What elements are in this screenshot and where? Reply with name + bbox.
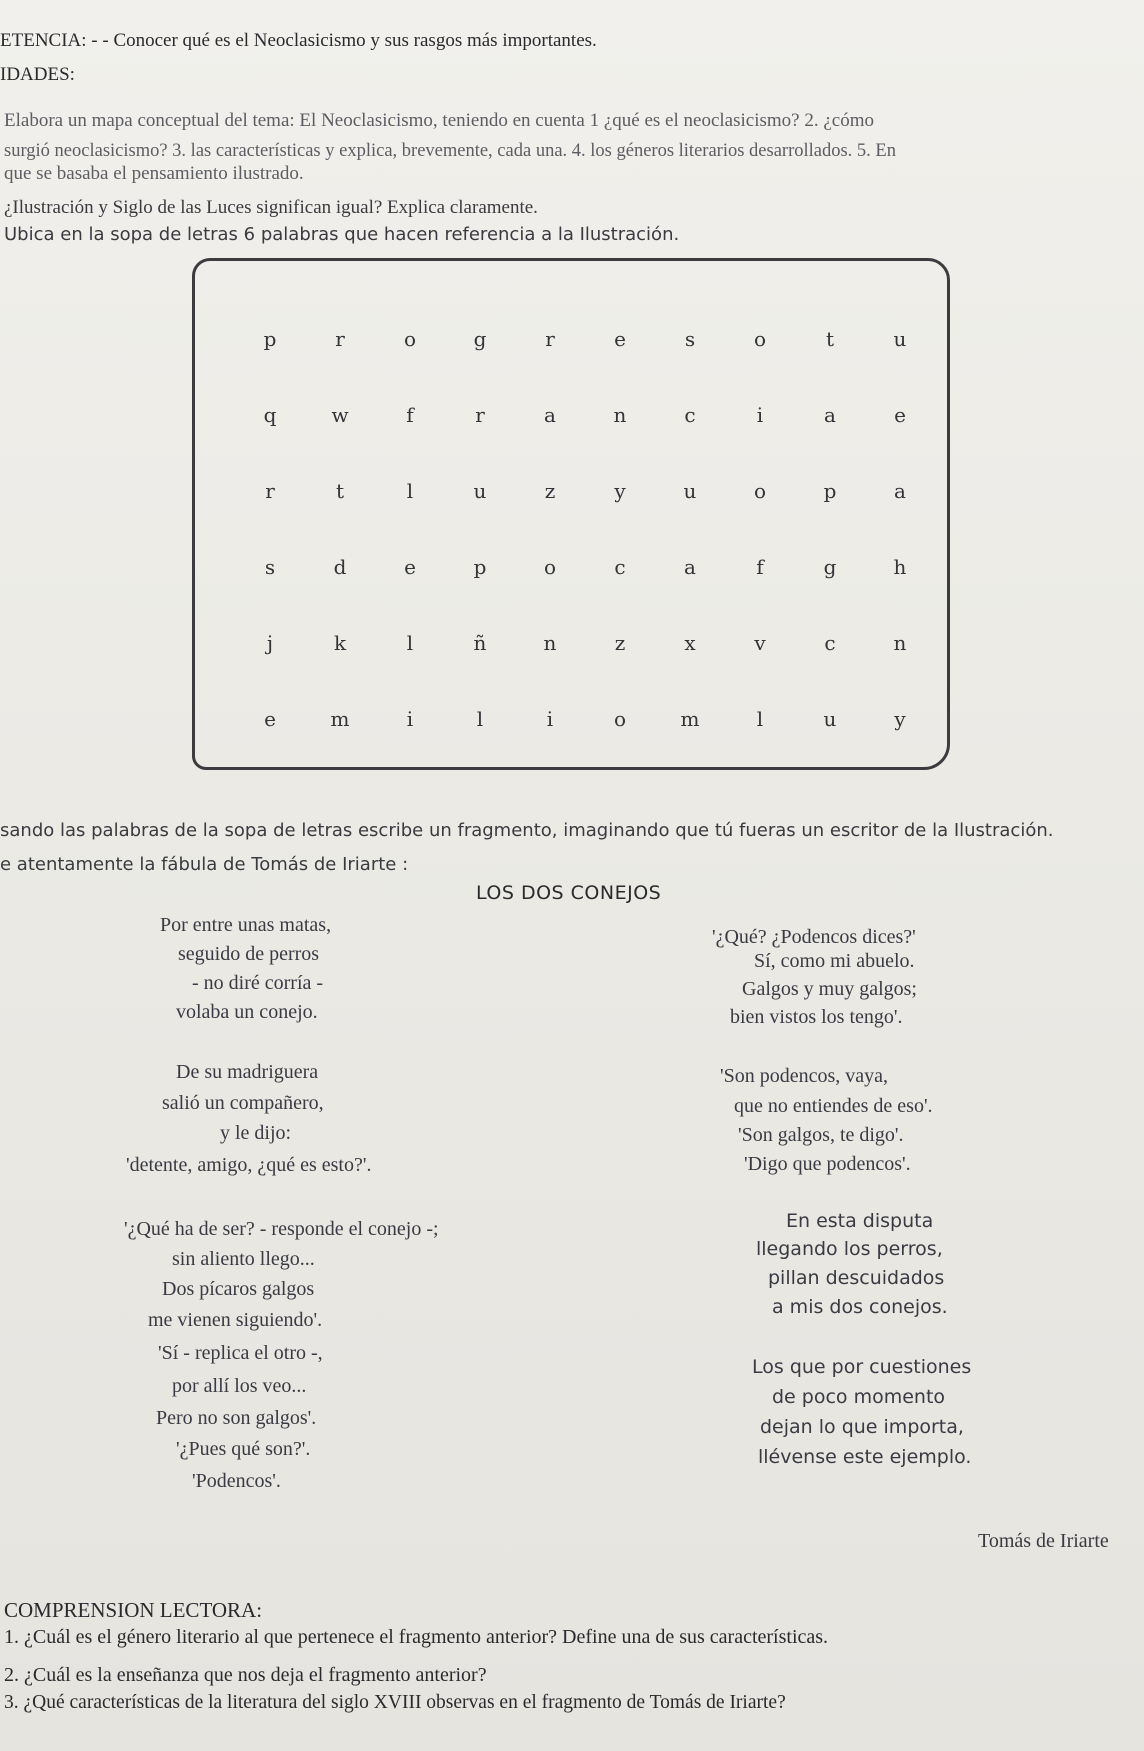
- word-search-letter: k: [333, 631, 347, 655]
- word-search-letter: l: [476, 707, 484, 731]
- word-search-letter: p: [473, 555, 487, 579]
- word-search-letter: f: [406, 403, 414, 427]
- word-search-letter: z: [544, 479, 556, 503]
- word-search-letter: m: [680, 707, 700, 731]
- poem-line: pillan descuidados: [768, 1267, 945, 1289]
- question-1: 1. ¿Cuál es el género literario al que pertenece el fragmento anterior? Define una de sus características.: [4, 1626, 829, 1648]
- poem-line: 'Sí - replica el otro -,: [158, 1342, 323, 1364]
- poem-line: salió un compañero,: [162, 1092, 324, 1114]
- poem-line: 'Son podencos, vaya,: [720, 1065, 889, 1087]
- word-search-letter: u: [473, 479, 487, 503]
- word-search-letter: q: [263, 403, 277, 427]
- word-search-letter: s: [684, 327, 696, 351]
- poem-line: Los que por cuestiones: [752, 1356, 972, 1378]
- word-search-letter: g: [823, 555, 837, 579]
- word-search-letter: o: [753, 479, 767, 503]
- word-search-letter: w: [331, 403, 349, 427]
- poem-line: 'detente, amigo, ¿qué es esto?'.: [126, 1154, 372, 1176]
- poem-line: 'Digo que podencos'.: [744, 1153, 911, 1175]
- word-search-letter: l: [756, 707, 764, 731]
- word-search-letter: n: [543, 631, 557, 655]
- word-search-letter: o: [403, 327, 417, 351]
- poem-line: Galgos y muy galgos;: [742, 978, 917, 1000]
- competencia-line: ETENCIA: - - Conocer qué es el Neoclasicismo y sus rasgos más importantes.: [0, 30, 597, 51]
- poem-line: Por entre unas matas,: [160, 914, 332, 936]
- word-search-letter: i: [756, 403, 764, 427]
- word-search-letter: c: [684, 403, 696, 427]
- word-search-letter: i: [546, 707, 554, 731]
- poem-line: a mis dos conejos.: [772, 1296, 948, 1318]
- word-search-letter: i: [406, 707, 414, 731]
- word-search-letter: a: [544, 403, 556, 427]
- actividades-heading: IDADES:: [0, 64, 75, 85]
- poem-line: En esta disputa: [786, 1210, 934, 1232]
- word-search-letter: o: [613, 707, 627, 731]
- word-search-letter: r: [335, 327, 345, 351]
- word-search-letter: u: [893, 327, 907, 351]
- word-search-letter: t: [825, 327, 835, 351]
- fable-title: LOS DOS CONEJOS: [476, 882, 662, 904]
- poem-line: me vienen siguiendo'.: [148, 1309, 323, 1331]
- word-search-letter: v: [754, 631, 766, 655]
- poem-line: de poco momento: [772, 1386, 946, 1408]
- poem-line: '¿Pues qué son?'.: [176, 1438, 311, 1460]
- poem-line: '¿Qué ha de ser? - responde el conejo -;: [124, 1218, 439, 1240]
- poem-line: seguido de perros: [178, 943, 320, 965]
- word-search-letter: e: [264, 707, 276, 731]
- word-search-letter: u: [683, 479, 697, 503]
- word-search-letter: a: [824, 403, 836, 427]
- word-search-letter: e: [614, 327, 626, 351]
- word-search-letter: x: [684, 631, 696, 655]
- word-search-letter: m: [330, 707, 350, 731]
- word-search-letter: y: [894, 707, 906, 731]
- poem-line: llévense este ejemplo.: [758, 1446, 972, 1468]
- word-search-letter: r: [545, 327, 555, 351]
- word-search-letter: r: [475, 403, 485, 427]
- poem-line: por allí los veo...: [172, 1375, 307, 1397]
- poem-line: 'Podencos'.: [192, 1470, 281, 1492]
- word-search-letter: y: [614, 479, 626, 503]
- poem-line: De su madriguera: [176, 1061, 319, 1083]
- word-search-letter: h: [893, 555, 907, 579]
- word-search-letter: a: [684, 555, 696, 579]
- poem-line: llegando los perros,: [756, 1238, 943, 1260]
- word-search-letter: e: [894, 403, 906, 427]
- comprension-heading: COMPRENSION LECTORA:: [4, 1598, 263, 1622]
- word-search-letter: l: [406, 479, 414, 503]
- word-search-letter: c: [824, 631, 836, 655]
- word-search-letter: f: [756, 555, 764, 579]
- word-search-letter: s: [264, 555, 276, 579]
- poem-line: dejan lo que importa,: [760, 1416, 964, 1438]
- poem-line: 'Son galgos, te digo'.: [738, 1124, 904, 1146]
- word-search-letter: n: [893, 631, 907, 655]
- activity-1-line-1: Elabora un mapa conceptual del tema: El Neoclasicismo, teniendo en cuenta 1 ¿qué es el neoclasicismo? 2. ¿cómo: [4, 110, 874, 131]
- word-search-letter: n: [613, 403, 627, 427]
- poem-line: y le dijo:: [220, 1122, 292, 1144]
- poem-line: Pero no son galgos'.: [156, 1407, 317, 1429]
- activity-2: ¿Ilustración y Siglo de las Luces significan igual? Explica claramente.: [4, 197, 538, 218]
- word-search-box: [192, 258, 950, 770]
- activity-5: e atentamente la fábula de Tomás de Iriarte :: [0, 854, 409, 875]
- fable-author: Tomás de Iriarte: [978, 1530, 1109, 1552]
- poem-line: sin aliento llego...: [172, 1248, 315, 1270]
- word-search-letter: j: [266, 631, 274, 655]
- word-search-grid: [235, 301, 935, 757]
- word-search-letter: e: [404, 555, 416, 579]
- activity-1-line-2: surgió neoclasicismo? 3. las características y explica, brevemente, cada una. 4. los géneros literarios desarrollados. 5. En: [4, 141, 896, 161]
- word-search-letter: g: [473, 327, 487, 351]
- poem-line: - no diré corría -: [192, 972, 324, 994]
- activity-3: Ubica en la sopa de letras 6 palabras que hacen referencia a la Ilustración.: [4, 224, 680, 245]
- word-search-letter: z: [614, 631, 626, 655]
- word-search-letter: u: [823, 707, 837, 731]
- word-search-letter: l: [406, 631, 414, 655]
- word-search-letter: t: [335, 479, 345, 503]
- word-search-letter: o: [753, 327, 767, 351]
- word-search-letter: a: [894, 479, 906, 503]
- word-search-letter: p: [263, 327, 277, 351]
- word-search-letter: r: [265, 479, 275, 503]
- question-2: 2. ¿Cuál es la enseñanza que nos deja el fragmento anterior?: [4, 1664, 487, 1686]
- word-search-letter: ñ: [473, 631, 487, 655]
- question-3: 3. ¿Qué características de la literatura del siglo XVIII observas en el fragmento de Tomás de Iriarte?: [4, 1692, 786, 1713]
- poem-line: bien vistos los tengo'.: [730, 1006, 903, 1028]
- word-search-letter: d: [333, 555, 347, 579]
- word-search-letter: p: [823, 479, 837, 503]
- poem-line: '¿Qué? ¿Podencos dices?': [712, 926, 916, 948]
- activity-4: sando las palabras de la sopa de letras escribe un fragmento, imaginando que tú fueras un escritor de la Ilustración.: [0, 820, 1054, 841]
- poem-line: volaba un conejo.: [176, 1001, 318, 1023]
- word-search-letter: o: [543, 555, 557, 579]
- poem-line: Dos pícaros galgos: [162, 1278, 315, 1300]
- poem-line: Sí, como mi abuelo.: [754, 950, 915, 972]
- activity-1-line-3: que se basaba el pensamiento ilustrado.: [4, 163, 304, 184]
- word-search-letter: c: [614, 555, 626, 579]
- poem-line: que no entiendes de eso'.: [734, 1095, 933, 1117]
